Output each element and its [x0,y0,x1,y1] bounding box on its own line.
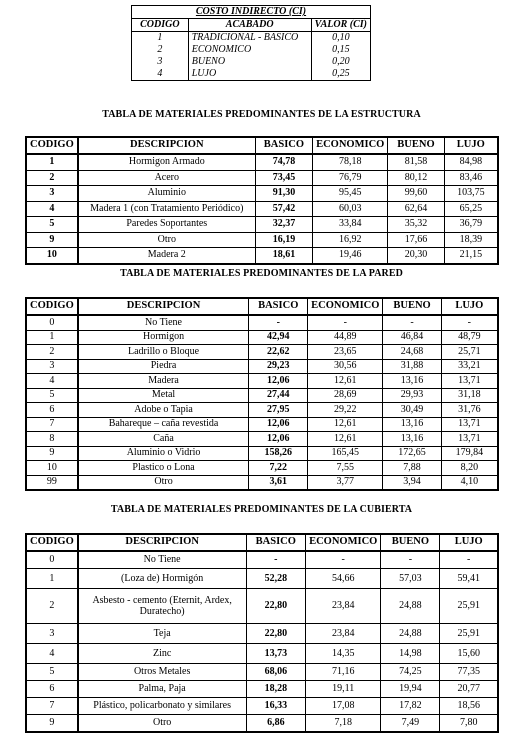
table-row [26,248,498,264]
pared-economico-cell: 29,22 [308,403,383,418]
pared-economico-cell: 12,61 [308,432,383,447]
cubierta-lujo-cell: 7,80 [440,715,498,733]
cubierta-description-cell: Asbesto - cemento (Eternit, Ardex, Duratecho) [78,589,246,624]
cubierta-lujo-cell: 77,35 [440,664,498,681]
estructura-basico-cell: 57,42 [255,201,312,217]
estructura-code-cell: 4 [26,201,78,217]
table-row [26,715,498,733]
estructura-bueno-cell: 99,60 [388,186,444,202]
pared-basico-cell: 3,61 [249,475,308,490]
pared-basico-cell: 7,22 [249,461,308,476]
ci-acabado: ECONOMICO [188,44,311,56]
cubierta-code-cell: 7 [26,698,78,715]
estructura-bueno-cell: 17,66 [388,232,444,248]
cubierta-bueno-cell: 14,98 [381,644,440,664]
estructura-code-cell: 3 [26,186,78,202]
pared-basico-cell: 27,95 [249,403,308,418]
estructura-table [25,136,499,265]
pared-code-cell: 10 [26,461,78,476]
cubierta-description-cell: Teja [78,624,246,644]
ci-row [132,44,371,56]
pared-lujo-cell: 33,21 [441,359,498,374]
cubierta-lujo-cell: - [440,551,498,569]
estructura-basico-cell: 74,78 [255,154,312,170]
table-row [26,475,498,490]
pared-description-cell: Bahareque – caña revestida [78,417,249,432]
estructura-lujo-cell: 84,98 [444,154,498,170]
ci-acabado: TRADICIONAL - BASICO [188,32,311,45]
estructura-economico-cell: 33,84 [313,217,388,233]
ci-valor: 0,10 [332,32,350,43]
estructura-bueno-cell: 81,58 [388,154,444,170]
cubierta-description-cell: Palma, Paja [78,681,246,698]
header-basico: BASICO [246,534,306,551]
table-row [26,432,498,447]
pared-code-cell: 1 [26,330,78,345]
cubierta-basico-cell: 22,80 [246,589,306,624]
header-descripcion: DESCRIPCION [78,137,256,154]
costo-indirecto-table [131,5,371,81]
cubierta-table [25,533,499,733]
table-row [26,624,498,644]
cubierta-lujo-cell: 25,91 [440,624,498,644]
header-descripcion: DESCRIPCION [78,534,246,551]
pared-economico-cell: 30,56 [308,359,383,374]
cubierta-economico-cell: - [306,551,381,569]
estructura-description-cell: Otro [78,232,256,248]
header-economico: ECONOMICO [308,298,383,315]
pared-lujo-cell: 31,76 [441,403,498,418]
pared-description-cell: Aluminio o Vidrio [78,446,249,461]
pared-code-cell: 5 [26,388,78,403]
estructura-code-cell: 2 [26,170,78,186]
cubierta-description-cell: Otro [78,715,246,733]
cubierta-lujo-cell: 59,41 [440,569,498,589]
cubierta-description-cell: Plástico, policarbonato y similares [78,698,246,715]
ci-row [132,32,371,45]
estructura-lujo-cell: 65,25 [444,201,498,217]
estructura-bueno-cell: 20,30 [388,248,444,264]
cubierta-code-cell: 5 [26,664,78,681]
estructura-code-cell: 10 [26,248,78,264]
pared-description-cell: Piedra [78,359,249,374]
estructura-economico-cell: 78,18 [313,154,388,170]
estructura-bueno-cell: 35,32 [388,217,444,233]
ci-valor: 0,20 [332,56,350,67]
pared-bueno-cell: 29,93 [383,388,441,403]
ci-code: 4 [132,68,189,81]
cubierta-code-cell: 0 [26,551,78,569]
pared-bueno-cell: 7,88 [383,461,441,476]
pared-bueno-cell: 13,16 [383,417,441,432]
pared-table [25,297,499,491]
estructura-lujo-cell: 21,15 [444,248,498,264]
table-row [26,417,498,432]
cubierta-economico-cell: 71,16 [306,664,381,681]
ci-acabado: BUENO [188,56,311,68]
cubierta-economico-cell: 23,84 [306,624,381,644]
estructura-description-cell: Hormigon Armado [78,154,256,170]
pared-description-cell: Caña [78,432,249,447]
pared-basico-cell: 29,23 [249,359,308,374]
pared-code-cell: 6 [26,403,78,418]
pared-lujo-cell: 25,71 [441,345,498,360]
table-row [26,551,498,569]
header-bueno: BUENO [388,137,444,154]
table-row [26,232,498,248]
pared-description-cell: Otro [78,475,249,490]
ci-row [132,56,371,68]
table-row [26,461,498,476]
ci-code: 2 [132,44,189,56]
cubierta-bueno-cell: 57,03 [381,569,440,589]
header-lujo: LUJO [444,137,498,154]
table-row [26,154,498,170]
estructura-economico-cell: 76,79 [313,170,388,186]
cubierta-basico-cell: 18,28 [246,681,306,698]
estructura-description-cell: Madera 1 (con Tratamiento Periódico) [78,201,256,217]
estructura-lujo-cell: 36,79 [444,217,498,233]
header-lujo: LUJO [441,298,498,315]
estructura-basico-cell: 91,30 [255,186,312,202]
pared-code-cell: 3 [26,359,78,374]
pared-code-cell: 8 [26,432,78,447]
pared-description-cell: Madera [78,374,249,389]
cubierta-basico-cell: 22,80 [246,624,306,644]
pared-lujo-cell: - [441,315,498,330]
cubierta-bueno-cell: 24,88 [381,624,440,644]
cubierta-bueno-cell: 7,49 [381,715,440,733]
cubierta-basico-cell: 6,86 [246,715,306,733]
pared-lujo-cell: 4,10 [441,475,498,490]
cubierta-economico-cell: 54,66 [306,569,381,589]
cubierta-basico-cell: - [246,551,306,569]
header-codigo: CODIGO [26,534,78,551]
table-row [26,446,498,461]
estructura-title: TABLA DE MATERIALES PREDOMINANTES DE LA ESTRUCTURA [102,109,421,120]
estructura-description-cell: Madera 2 [78,248,256,264]
cubierta-economico-cell: 7,18 [306,715,381,733]
ci-code: 1 [132,32,189,45]
header-bueno: BUENO [383,298,441,315]
cubierta-code-cell: 1 [26,569,78,589]
pared-title: TABLA DE MATERIALES PREDOMINANTES DE LA PARED [120,268,403,279]
pared-description-cell: Hormigon [78,330,249,345]
pared-bueno-cell: 30,49 [383,403,441,418]
table-row [26,201,498,217]
pared-description-cell: Adobe o Tapia [78,403,249,418]
pared-lujo-cell: 179,84 [441,446,498,461]
pared-economico-cell: 28,69 [308,388,383,403]
pared-code-cell: 4 [26,374,78,389]
header-codigo: CODIGO [26,137,78,154]
pared-bueno-cell: 31,88 [383,359,441,374]
estructura-lujo-cell: 103,75 [444,186,498,202]
pared-economico-cell: 23,65 [308,345,383,360]
pared-basico-cell: 12,06 [249,417,308,432]
table-header-row [26,534,498,551]
cubierta-description-cell: No Tiene [78,551,246,569]
pared-bueno-cell: 172,65 [383,446,441,461]
estructura-economico-cell: 95,45 [313,186,388,202]
estructura-bueno-cell: 62,64 [388,201,444,217]
cubierta-description-cell: Zinc [78,644,246,664]
table-row [26,589,498,624]
table-row [26,644,498,664]
estructura-basico-cell: 32,37 [255,217,312,233]
estructura-economico-cell: 60,03 [313,201,388,217]
cubierta-basico-cell: 16,33 [246,698,306,715]
ci-row [132,68,371,81]
cubierta-code-cell: 3 [26,624,78,644]
estructura-code-cell: 5 [26,217,78,233]
cubierta-title: TABLA DE MATERIALES PREDOMINANTES DE LA CUBIERTA [110,504,413,515]
pared-bueno-cell: 3,94 [383,475,441,490]
cubierta-economico-cell: 23,84 [306,589,381,624]
pared-lujo-cell: 48,79 [441,330,498,345]
pared-code-cell: 9 [26,446,78,461]
cubierta-bueno-cell: - [381,551,440,569]
table-row [26,315,498,330]
pared-lujo-cell: 13,71 [441,374,498,389]
ci-valor: 0,15 [332,44,350,55]
pared-description-cell: Metal [78,388,249,403]
table-row [26,698,498,715]
estructura-lujo-cell: 83,46 [444,170,498,186]
pared-lujo-cell: 8,20 [441,461,498,476]
table-row [26,569,498,589]
estructura-economico-cell: 19,46 [313,248,388,264]
header-descripcion: DESCRIPCION [78,298,249,315]
ci-valor: 0,25 [332,68,350,79]
pared-description-cell: Ladrillo o Bloque [78,345,249,360]
header-economico: ECONOMICO [313,137,388,154]
cubierta-code-cell: 4 [26,644,78,664]
table-row [26,170,498,186]
cubierta-bueno-cell: 19,94 [381,681,440,698]
table-header-row [26,298,498,315]
table-row [26,403,498,418]
cubierta-lujo-cell: 18,56 [440,698,498,715]
cubierta-code-cell: 2 [26,589,78,624]
pared-basico-cell: 27,44 [249,388,308,403]
header-bueno: BUENO [381,534,440,551]
table-row [26,359,498,374]
cubierta-economico-cell: 17,08 [306,698,381,715]
ci-header-acabado: ACABADO [188,19,311,32]
pared-code-cell: 7 [26,417,78,432]
estructura-description-cell: Paredes Soportantes [78,217,256,233]
header-economico: ECONOMICO [306,534,381,551]
estructura-basico-cell: 16,19 [255,232,312,248]
pared-economico-cell: 165,45 [308,446,383,461]
estructura-basico-cell: 73,45 [255,170,312,186]
header-basico: BASICO [249,298,308,315]
pared-basico-cell: 12,06 [249,374,308,389]
pared-basico-cell: - [249,315,308,330]
estructura-lujo-cell: 18,39 [444,232,498,248]
ci-header-codigo: CODIGO [132,19,189,32]
pared-basico-cell: 12,06 [249,432,308,447]
pared-lujo-cell: 31,18 [441,388,498,403]
cubierta-code-cell: 6 [26,681,78,698]
table-row [26,330,498,345]
cubierta-code-cell: 9 [26,715,78,733]
table-row [26,186,498,202]
cubierta-bueno-cell: 24,88 [381,589,440,624]
estructura-economico-cell: 16,92 [313,232,388,248]
cubierta-description-cell: (Loza de) Hormigón [78,569,246,589]
table-header-row [26,137,498,154]
cubierta-bueno-cell: 74,25 [381,664,440,681]
pared-description-cell: Plastico o Lona [78,461,249,476]
pared-economico-cell: - [308,315,383,330]
pared-code-cell: 2 [26,345,78,360]
table-row [26,681,498,698]
estructura-description-cell: Acero [78,170,256,186]
table-row [26,217,498,233]
cubierta-description-cell: Otros Metales [78,664,246,681]
cubierta-lujo-cell: 25,91 [440,589,498,624]
estructura-bueno-cell: 80,12 [388,170,444,186]
cubierta-basico-cell: 68,06 [246,664,306,681]
cubierta-bueno-cell: 17,82 [381,698,440,715]
estructura-basico-cell: 18,61 [255,248,312,264]
pared-code-cell: 99 [26,475,78,490]
estructura-description-cell: Aluminio [78,186,256,202]
pared-bueno-cell: - [383,315,441,330]
table-row [26,345,498,360]
costo-indirecto-title: COSTO INDIRECTO (CI) [132,6,371,19]
pared-economico-cell: 12,61 [308,374,383,389]
pared-lujo-cell: 13,71 [441,417,498,432]
header-codigo: CODIGO [26,298,78,315]
estructura-code-cell: 1 [26,154,78,170]
table-row [26,664,498,681]
cubierta-lujo-cell: 20,77 [440,681,498,698]
cubierta-basico-cell: 52,28 [246,569,306,589]
cubierta-economico-cell: 19,11 [306,681,381,698]
pared-basico-cell: 22,62 [249,345,308,360]
pared-bueno-cell: 24,68 [383,345,441,360]
pared-economico-cell: 12,61 [308,417,383,432]
cubierta-basico-cell: 13,73 [246,644,306,664]
cubierta-economico-cell: 14,35 [306,644,381,664]
pared-economico-cell: 7,55 [308,461,383,476]
estructura-code-cell: 9 [26,232,78,248]
header-basico: BASICO [255,137,312,154]
pared-basico-cell: 158,26 [249,446,308,461]
ci-acabado: LUJO [188,68,311,81]
pared-basico-cell: 42,94 [249,330,308,345]
pared-economico-cell: 44,89 [308,330,383,345]
ci-code: 3 [132,56,189,68]
table-row [26,374,498,389]
pared-bueno-cell: 13,16 [383,374,441,389]
pared-bueno-cell: 13,16 [383,432,441,447]
table-row [26,388,498,403]
pared-lujo-cell: 13,71 [441,432,498,447]
pared-code-cell: 0 [26,315,78,330]
cubierta-lujo-cell: 15,60 [440,644,498,664]
header-lujo: LUJO [440,534,498,551]
pared-description-cell: No Tiene [78,315,249,330]
ci-header-valor: VALOR (CI) [311,19,370,32]
pared-bueno-cell: 46,84 [383,330,441,345]
pared-economico-cell: 3,77 [308,475,383,490]
